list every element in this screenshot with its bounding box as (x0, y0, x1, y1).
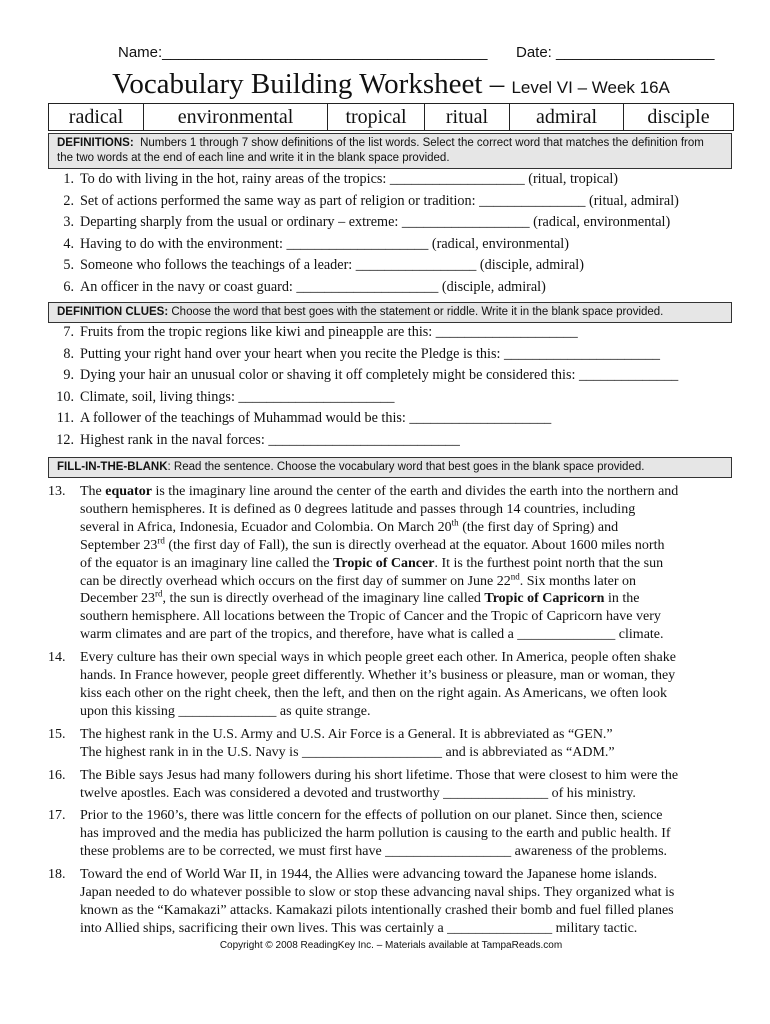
list-item (48, 169, 734, 191)
clues-instructions: Choose the word that best goes with the statement or riddle. Write it in the blank space provided. (171, 306, 664, 318)
item-text: To do with living in the hot, rainy areas of the tropics: ___________________ (ritual, tropical) (80, 171, 619, 187)
item-text: Set of actions performed the same way as part of religion or tradition: _______________ (ritual, admiral) (80, 192, 679, 209)
text-line: into Allied ships, sacrificing their own lives. This was certainly a _______________ military tactic. (80, 920, 638, 936)
item-text (80, 726, 734, 762)
text-line: twelve apostles. Each was considered a devoted and trustworthy _______________ of his ministry. (80, 785, 636, 801)
text-line: The highest rank in the U.S. Army and U.S. Air Force is a General. It is abbreviated as “GEN.” (80, 726, 613, 742)
word-bank-item: ritual (425, 104, 510, 130)
name-field-label: Name:_______________________________________ (118, 44, 488, 61)
text-run: is the imaginary line around the center of the earth and divides the earth into the northern and (151, 484, 679, 499)
item-number: 10. (56, 388, 74, 405)
item-text: Someone who follows the teachings of a leader: _________________ (disciple, admiral) (80, 257, 584, 274)
text-line: has improved and the media has publicized the harm pollution is causing to the earth and public health. If (80, 826, 671, 842)
date-field-label: Date: ___________________ (516, 44, 715, 61)
list-item (48, 430, 734, 452)
copyright-footer: Copyright © 2008 ReadingKey Inc. – Materials available at TampaReads.com (219, 940, 563, 951)
list-item (48, 277, 734, 299)
title-level-week: Level VI – Week 16A (511, 78, 670, 97)
word-bank-item: disciple (647, 106, 710, 128)
list-item (48, 408, 734, 430)
text-run: can be directly overhead which occurs on the first day of summer on June 22 (80, 573, 511, 589)
text-run: December 23 (80, 591, 156, 607)
item-number: 16. (48, 767, 66, 783)
item-text (80, 807, 734, 861)
item-text: An officer in the navy or coast guard: ____________________ (disciple, admiral) (80, 278, 546, 295)
text-line: known as the “Kamakazi” attacks. Kamakazi pilots intentionally crashed their bomb and fuel filled planes (80, 902, 674, 918)
item-number: 6. (63, 278, 74, 295)
item-text: Fruits from the tropic regions like kiwi and pineapple are this: ____________________ (80, 324, 578, 340)
bold-term: equator (105, 484, 152, 499)
text-run: several in Africa, Indonesia, Ecuador and Colombia. On March 20 (80, 519, 452, 535)
list-item (48, 365, 734, 387)
clues-heading: DEFINITION CLUES: (57, 306, 169, 318)
definitions-header (48, 133, 732, 169)
definitions-list (48, 169, 734, 299)
item-text: Dying your hair an unusual color or shaving it off completely might be considered this: ______________ (80, 367, 679, 384)
definitions-heading: DEFINITIONS: (57, 137, 134, 149)
text-line: Japan needed to do whatever possible to slow or stop these advancing naval ships. They organized what is (80, 885, 675, 901)
text-line: upon this kissing ______________ as quite strange. (80, 703, 371, 719)
item-text: Departing sharply from the usual or ordinary – extreme: __________________ (radical, environmental) (80, 214, 671, 231)
paragraph-15 (48, 726, 734, 762)
text-run: (the first day of Fall), the sun is directly overhead at the equator. About 1600 miles north (164, 537, 665, 553)
paragraph-18 (48, 866, 734, 938)
paragraph-14 (48, 649, 734, 721)
item-number: 14. (48, 650, 66, 666)
item-number: 11. (56, 410, 74, 427)
text-run: September 23 (80, 537, 158, 553)
text-run: in the (604, 591, 640, 607)
word-bank-item: environmental (144, 104, 328, 130)
worksheet-title (48, 68, 734, 101)
item-number: 12. (56, 431, 74, 448)
fill-instructions: : Read the sentence. Choose the vocabulary word that best goes in the blank space provided. (167, 461, 645, 473)
text-line: kiss each other on the right cheek, then the left, and then on the right again. As Americans, we often look (80, 685, 668, 701)
text-line: warm climates and are part of the tropics, and therefore, have what is called a ______________ climate. (80, 627, 664, 643)
text-line: The Bible says Jesus had many followers during his short lifetime. Those that were closest to him were the (80, 767, 679, 783)
text-line: Every culture has their own special ways in which people greet each other. In America, people often shake (80, 650, 676, 666)
clues-list (48, 322, 734, 452)
fill-heading: FILL-IN-THE-BLANK (57, 461, 168, 473)
word-bank-item: admiral (510, 104, 624, 130)
word-bank-item: tropical (328, 104, 425, 130)
item-number: 17. (48, 808, 66, 824)
item-number: 8. (63, 345, 74, 362)
superscript: rd (157, 535, 165, 546)
item-text: Putting your right hand over your heart when you recite the Pledge is this: ______________________ (80, 345, 661, 362)
item-number: 9. (63, 367, 74, 384)
list-item (48, 212, 734, 234)
list-item (48, 255, 734, 277)
title-separator: – (482, 68, 512, 100)
superscript: nd (510, 570, 520, 581)
fill-paragraphs (48, 483, 734, 943)
item-text (80, 866, 734, 938)
item-number: 18. (48, 867, 66, 883)
item-text (80, 483, 734, 644)
item-number: 7. (63, 324, 74, 340)
text-run: of the equator is an imaginary line called the (80, 555, 334, 571)
word-bank-item: radical (49, 104, 144, 130)
text-line: The highest rank in in the U.S. Navy is ____________________ and is abbreviated as “ADM.” (80, 744, 615, 760)
clues-header (48, 302, 732, 323)
item-number: 2. (63, 192, 74, 209)
paragraph-17 (48, 807, 734, 861)
item-text: Highest rank in the naval forces: ___________________________ (80, 431, 460, 448)
title-main: Vocabulary Building Worksheet (112, 68, 483, 100)
text-run: The (80, 484, 106, 499)
definitions-instructions: Numbers 1 through 7 show definitions of the list words. Select the correct word that matches the definition from the two words at the end of each line and write it in the blank space provided. (57, 137, 704, 164)
superscript: th (451, 517, 459, 528)
list-item (48, 387, 734, 409)
list-item (48, 234, 734, 256)
text-run: . It is the furthest point north that the sun (434, 555, 664, 571)
item-text (80, 649, 734, 721)
item-number: 13. (48, 484, 66, 499)
text-line: Toward the end of World War II, in 1944, the Allies were advancing toward the Japanese home islands. (80, 867, 658, 883)
bold-term: Tropic of Cancer (333, 555, 435, 571)
list-item (48, 344, 734, 366)
text-line: Prior to the 1960’s, there was little concern for the effects of pollution on our planet. Since then, science (80, 808, 663, 824)
superscript: rd (155, 588, 163, 599)
item-number: 4. (63, 235, 74, 252)
paragraph-13 (48, 483, 734, 644)
text-run: (the first day of Spring) and (458, 519, 619, 535)
name-date-row (48, 44, 734, 64)
list-item (48, 322, 734, 344)
item-number: 1. (63, 171, 74, 187)
paragraph-16 (48, 767, 734, 803)
item-text (80, 767, 734, 803)
item-number: 15. (48, 726, 66, 742)
text-line: hands. In France however, people greet differently. Whether it’s business or pleasure, man or woman, they (80, 668, 676, 684)
text-run: , the sun is directly overhead of the imaginary line called (162, 591, 485, 607)
item-text: Climate, soil, living things: ______________________ (80, 388, 395, 405)
fill-in-blank-header (48, 457, 732, 478)
text-line: southern hemispheres. It is defined as 0 degrees latitude and passes through 14 countries, including (80, 501, 636, 517)
bold-term: Tropic of Capricorn (484, 591, 605, 607)
item-text: A follower of the teachings of Muhammad would be this: ____________________ (80, 410, 552, 427)
item-number: 3. (63, 214, 74, 231)
item-number: 5. (63, 257, 74, 274)
list-item (48, 191, 734, 213)
text-run: . Six months later on (519, 573, 637, 589)
text-line: southern hemisphere. All locations between the Tropic of Cancer and the Tropic of Capricorn have very (80, 609, 661, 625)
word-bank (48, 103, 734, 131)
text-line: these problems are to be corrected, we must first have __________________ awareness of the problems. (80, 844, 668, 860)
item-text: Having to do with the environment: ____________________ (radical, environmental) (80, 235, 569, 252)
